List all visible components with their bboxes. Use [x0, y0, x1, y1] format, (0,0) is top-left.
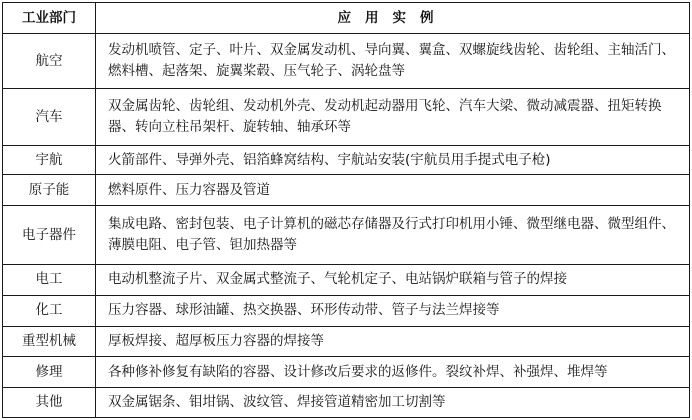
table-row	[3, 145, 690, 175]
department-cell: 修理	[3, 357, 96, 388]
department-cell: 重型机械	[3, 326, 96, 357]
applications-cell: 集成电路、密封包装、电子计算机的磁芯存储器及行式打印机用小锤、微型继电器、微型组件、薄膜电阻、电子管、钽加热器等	[96, 206, 690, 265]
table-row	[3, 357, 690, 388]
applications-cell: 双金属锯条、钼坩锅、波纹管、焊接管道精密加工切割等	[96, 388, 690, 418]
header-department: 工业部门	[3, 3, 96, 34]
table-row	[3, 175, 690, 206]
table-container	[2, 2, 690, 418]
department-cell: 化工	[3, 295, 96, 326]
table-row	[3, 264, 690, 295]
table-row	[3, 206, 690, 265]
department-cell: 电子器件	[3, 206, 96, 265]
header-row	[3, 3, 690, 34]
department-cell: 其他	[3, 388, 96, 418]
table-row	[3, 89, 690, 145]
applications-cell: 电动机整流子片、双金属式整流子、气轮机定子、电站锅炉联箱与管子的焊接	[96, 264, 690, 295]
department-cell: 汽车	[3, 89, 96, 145]
department-cell: 航空	[3, 34, 96, 89]
applications-cell: 双金属齿轮、齿轮组、发动机外壳、发动机起动器用飞轮、汽车大梁、微动减震器、扭矩转换器、转向立柱吊架杆、旋转轴、轴承环等	[96, 89, 690, 145]
application-table	[2, 2, 690, 418]
table-row	[3, 326, 690, 357]
table-row	[3, 295, 690, 326]
applications-cell: 发动机喷管、定子、叶片、双金属发动机、导向翼、翼盒、双螺旋线齿轮、齿轮组、主轴活门、燃料槽、起落架、旋翼桨毂、压气轮子、涡轮盘等	[96, 34, 690, 89]
department-cell: 电工	[3, 264, 96, 295]
applications-cell: 燃料原件、压力容器及管道	[96, 175, 690, 206]
department-cell: 宇航	[3, 145, 96, 175]
applications-cell: 厚板焊接、超厚板压力容器的焊接等	[96, 326, 690, 357]
applications-cell: 压力容器、球形油罐、热交换器、环形传动带、管子与法兰焊接等	[96, 295, 690, 326]
table-row	[3, 388, 690, 418]
header-applications: 应用实例	[96, 3, 690, 34]
table-row	[3, 34, 690, 89]
applications-cell: 各种修补修复有缺陷的容器、设计修改后要求的返修件。裂纹补焊、补强焊、堆焊等	[96, 357, 690, 388]
department-cell: 原子能	[3, 175, 96, 206]
applications-cell: 火箭部件、导弹外壳、铝箔蜂窝结构、宇航站安装(宇航员用手提式电子枪)	[96, 145, 690, 175]
